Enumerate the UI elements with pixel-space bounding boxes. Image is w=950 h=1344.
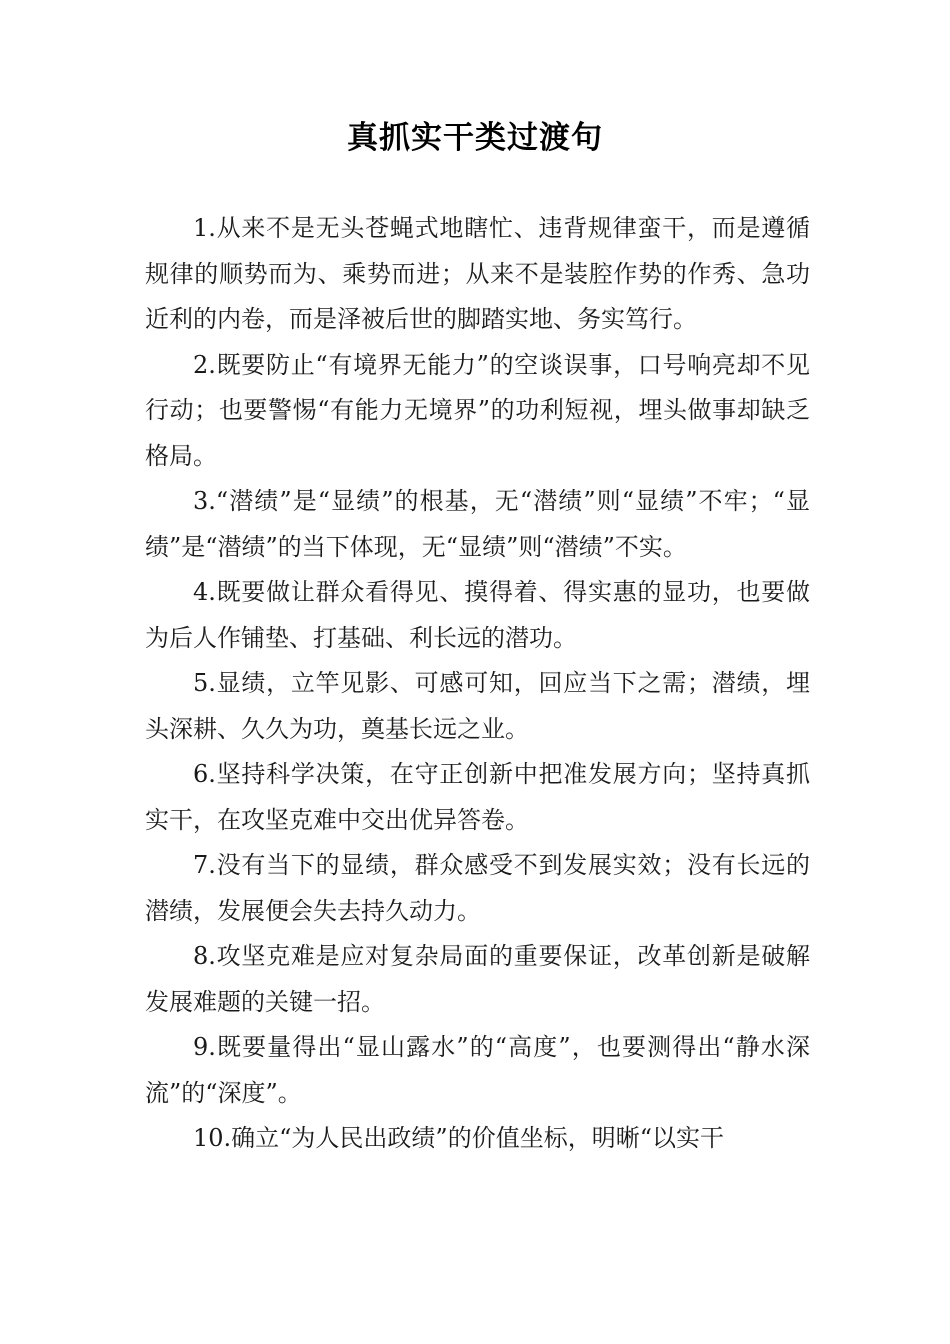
paragraph-7: 7.没有当下的显绩，群众感受不到发展实效；没有长远的潜绩，发展便会失去持久动力。 <box>145 851 810 925</box>
document-body <box>145 206 810 1162</box>
paragraph-2: 2.既要防止“有境界无能力”的空谈误事，口号响亮却不见行动；也要警惕“有能力无境界”的功利短视，埋头做事却缺乏格局。 <box>145 350 810 470</box>
paragraph-4: 4.既要做让群众看得见、摸得着、得实惠的显功，也要做为后人作铺垫、打基础、利长远的潜功。 <box>145 578 810 652</box>
paragraph-3: 3.“潜绩”是“显绩”的根基，无“潜绩”则“显绩”不牢；“显绩”是“潜绩”的当下体现，无“显绩”则“潜绩”不实。 <box>145 487 810 561</box>
paragraph-10: 10.确立“为人民出政绩”的价值坐标，明晰“以实干 <box>193 1124 724 1152</box>
paragraph-8: 8.攻坚克难是应对复杂局面的重要保证，改革创新是破解发展难题的关键一招。 <box>145 942 810 1016</box>
paragraph-5: 5.显绩，立竿见影、可感可知，回应当下之需；潜绩，埋头深耕、久久为功，奠基长远之业。 <box>145 669 810 743</box>
document-title: 真抓实干类过渡句 <box>347 120 603 156</box>
paragraph-1: 1.从来不是无头苍蝇式地瞎忙、违背规律蛮干，而是遵循规律的顺势而为、乘势而进；从来不是装腔作势的作秀、急功近利的内卷，而是泽被后世的脚踏实地、务实笃行。 <box>145 214 810 333</box>
paragraph-6: 6.坚持科学决策，在守正创新中把准发展方向；坚持真抓实干，在攻坚克难中交出优异答卷。 <box>145 760 810 834</box>
paragraph-9: 9.既要量得出“显山露水”的“高度”，也要测得出“静水深流”的“深度”。 <box>145 1033 810 1107</box>
